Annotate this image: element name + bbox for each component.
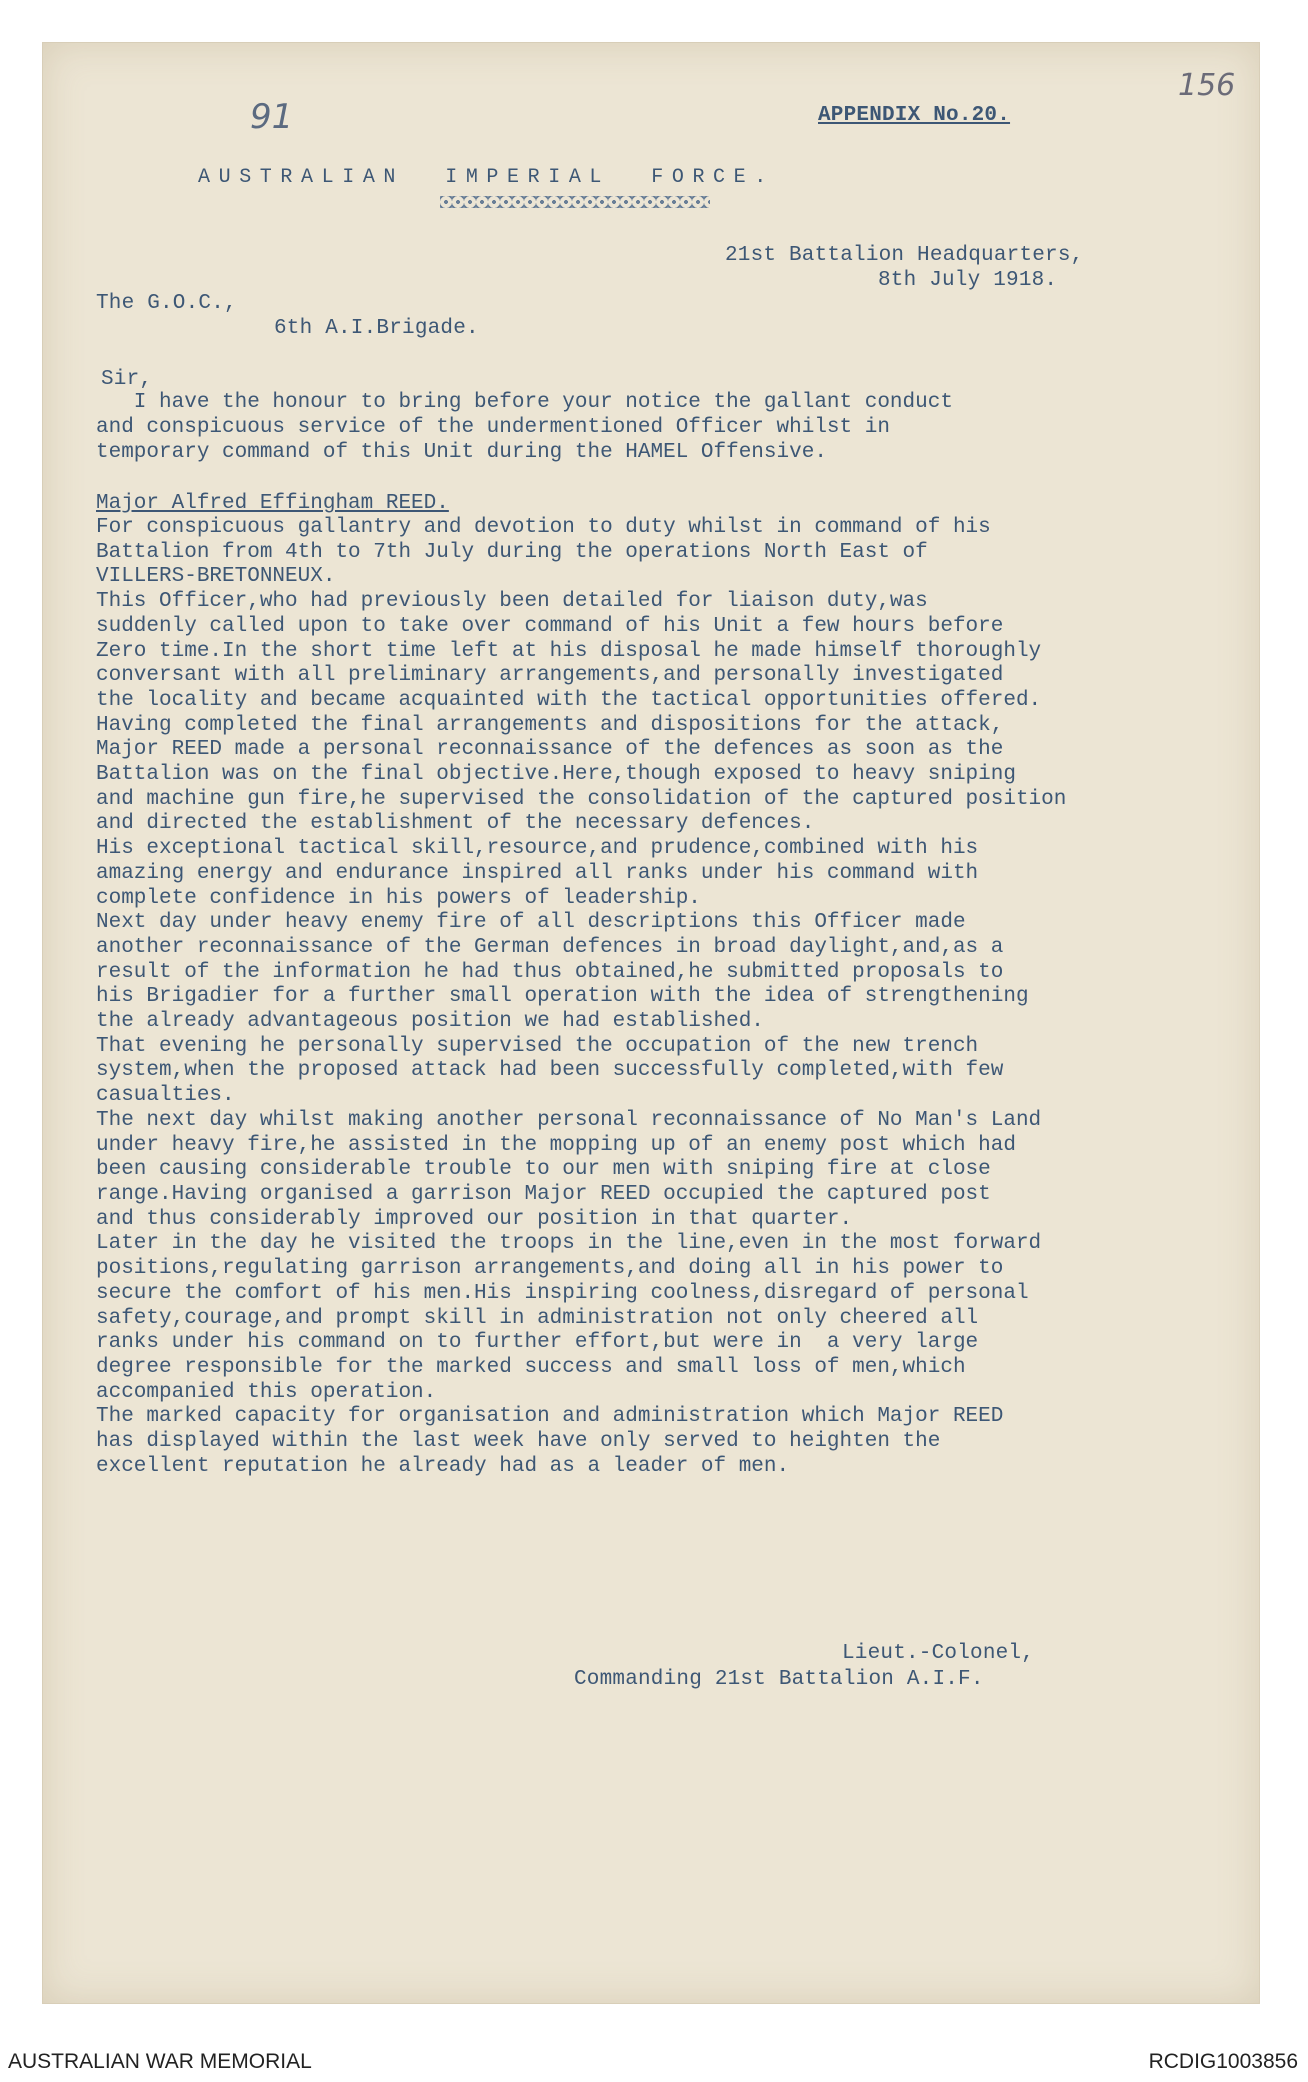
footer-record-id: RCDIG1003856	[1148, 2050, 1298, 2073]
citation-text: For conspicuous gallantry and devotion to duty whilst in command of his Battalion from 4th to 7th July during the operations North East of VILLERS-BRETONNEUX. This Officer,who had previously been detailed for liaison duty,was suddenly called upon to take over command of his Unit a few hours before Zero time.In the short time left at his disposal he made himself thoroughly conversant with all preliminary arrangements,and personally investigated the locality and became acquainted with the tactical opportunities offered. Having completed the final arrangements and dispositions for the attack, Major REED made a personal reconnaissance of the defences as soon as the Battalion was on the final objective.Here,though exposed to heavy sniping and machine gun fire,he supervised the consolidation of the captured position and directed the establishment of the necessary defences. His exceptional tactical skill,resource,and prudence,combined with his amazing energy and endurance inspired all ranks under his command with complete confidence in his powers of leadership. Next day under heavy enemy fire of all descriptions this Officer made another reconnaissance of the German defences in broad daylight,and,as a result of the information he had thus obtained,he submitted proposals to his Brigadier for a further small operation with the idea of strengthening the already advantageous position we had established. That evening he personally supervised the occupation of the new trench system,when the proposed attack had been successfully completed,with few casualties. The next day whilst making another personal reconnaissance of No Man's Land under heavy fire,he assisted in the mopping up of an enemy post which had been causing considerable trouble to our men with sniping fire at close range.Having organised a garrison Major REED occupied the captured post and thus considerably improved our position in that quarter. Later in the day he visited the troops in the line,even in the most forward positions,regulating garrison arrangements,and doing all in his power to secure the comfort of his men.His inspiring coolness,disregard of personal safety,courage,and prompt skill in administration not only cheered all ranks under his command on to further effort,but were in a very large degree responsible for the marked success and small loss of men,which accompanied this operation. The marked capacity for organisation and administration which Major REED has displayed within the last week have only served to heighten the excellent reputation he already had as a leader of men.	[96, 516, 1067, 1478]
signature-rank: Lieut.-Colonel,	[842, 1642, 1035, 1665]
handwritten-page-number: 156	[1178, 68, 1236, 103]
officer-name: Major Alfred Effingham REED.	[96, 492, 449, 515]
salutation: Sir,	[101, 368, 153, 391]
letterhead-title: AUSTRALIAN IMPERIAL FORCE.	[198, 166, 775, 189]
recipient-line-1: The G.O.C.,	[96, 292, 237, 315]
intro-paragraph: I have the honour to bring before your notice the gallant conduct and conspicuous service of the undermentioned Officer whilst in temporary command of this Unit during the HAMEL Offensive.	[96, 391, 953, 464]
signature-title: Commanding 21st Battalion A.I.F.	[574, 1668, 984, 1691]
handwritten-folio-number: 91	[250, 97, 294, 137]
appendix-heading: APPENDIX No.20.	[818, 104, 1011, 127]
letterhead-ornament	[440, 196, 710, 208]
letter-date: 8th July 1918.	[878, 269, 1058, 292]
sender-address: 21st Battalion Headquarters,	[725, 244, 1084, 267]
recipient-line-2: 6th A.I.Brigade.	[274, 317, 479, 340]
footer-source: AUSTRALIAN WAR MEMORIAL	[8, 2050, 312, 2073]
